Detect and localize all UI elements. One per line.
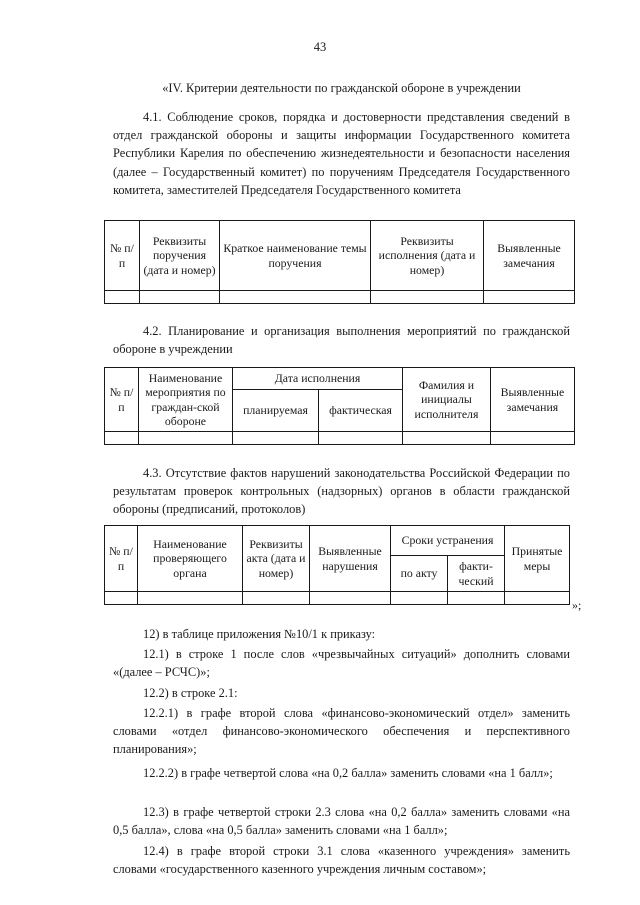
- item-4-2: 4.2. Планирование и организация выполнения мероприятий по гражданской обороне в учреждении: [113, 324, 570, 357]
- table-civil-defense-events: [104, 367, 575, 445]
- table-inquiries: [104, 220, 575, 304]
- t3-header-measures: Принятые меры: [505, 526, 570, 592]
- t1-header-req: Реквизиты поручения (дата и номер): [140, 221, 220, 291]
- item-12-4: 12.4) в графе второй строки 3.1 слова «казенного учреждения» заменить словами «государственного казенного учреждения личным составом»;: [113, 844, 570, 877]
- section-title: «IV. Критерии деятельности по гражданской обороне в учреждении: [162, 81, 521, 95]
- t3-header-org: Наименование проверяющего органа: [138, 526, 243, 592]
- item-12-2: 12.2) в строке 2.1:: [143, 686, 238, 700]
- t3-header-num: № п/п: [105, 526, 138, 592]
- t2-header-date: Дата исполнения: [233, 368, 403, 390]
- t3-header-req: Реквизиты акта (дата и номер): [243, 526, 310, 592]
- t3-header-terms: Сроки устранения: [391, 526, 505, 556]
- t2-header-num: № п/п: [105, 368, 139, 432]
- table-row: [105, 291, 575, 304]
- page-number: 43: [313, 40, 327, 54]
- t2-header-planned: планируемая: [233, 390, 319, 432]
- table-closing-quote: »;: [572, 598, 582, 612]
- table-row: [105, 432, 575, 445]
- t1-header-notes: Выявленные замечания: [484, 221, 575, 291]
- t1-header-num: № п/п: [105, 221, 140, 291]
- item-12-2-2: 12.2.2) в графе четвертой слова «на 0,2 балла» заменить словами «на 1 балл»;: [143, 766, 553, 780]
- table-inspections: [104, 525, 570, 605]
- item-4-3: 4.3. Отсутствие фактов нарушений законодательства Российской Федерации по результатам проверок контрольных (надзорных) органов в области гражданской обороны (предписаний, протоколов): [113, 466, 570, 517]
- t3-header-violations: Выявленные нарушения: [310, 526, 391, 592]
- t2-header-actual: фактическая: [319, 390, 403, 432]
- t1-header-name: Краткое наименование темы поручения: [220, 221, 371, 291]
- t2-header-person: Фамилия и инициалы исполнителя: [403, 368, 491, 432]
- t2-header-notes: Выявленные замечания: [490, 368, 574, 432]
- table-row: [105, 592, 570, 605]
- t3-header-by-act: по акту: [391, 556, 448, 592]
- t1-header-exec: Реквизиты исполнения (дата и номер): [371, 221, 484, 291]
- t2-header-name: Наименование мероприятия по граждан-ской обороне: [138, 368, 232, 432]
- item-4-1: 4.1. Соблюдение сроков, порядка и достоверности представления сведений в отдел гражданской обороны и защиты информации Государственного комитета Республики Карелия по обеспечению жизнедеятельности и безопасности населения (далее – Государственный комитет) по поручениям Председателя Государственного комитета, заместителей Председателя Государственного комитета: [113, 110, 570, 197]
- item-12-3: 12.3) в графе четвертой строки 2.3 слова «на 0,2 балла» заменить словами «на 0,5 балла», слова «на 0,5 балла» заменить словами «на 1 балл»;: [113, 805, 570, 838]
- t3-header-actual: факти-ческий: [448, 556, 505, 592]
- item-12-2-1: 12.2.1) в графе второй слова «финансово-экономический отдел» заменить словами «отдел финансово-экономического обеспечения и перспективного планирования»;: [113, 706, 570, 757]
- item-12-1: 12.1) в строке 1 после слов «чрезвычайных ситуаций» дополнить словами «(далее – РСЧС)»;: [113, 647, 570, 680]
- item-12: 12) в таблице приложения №10/1 к приказу:: [143, 627, 376, 641]
